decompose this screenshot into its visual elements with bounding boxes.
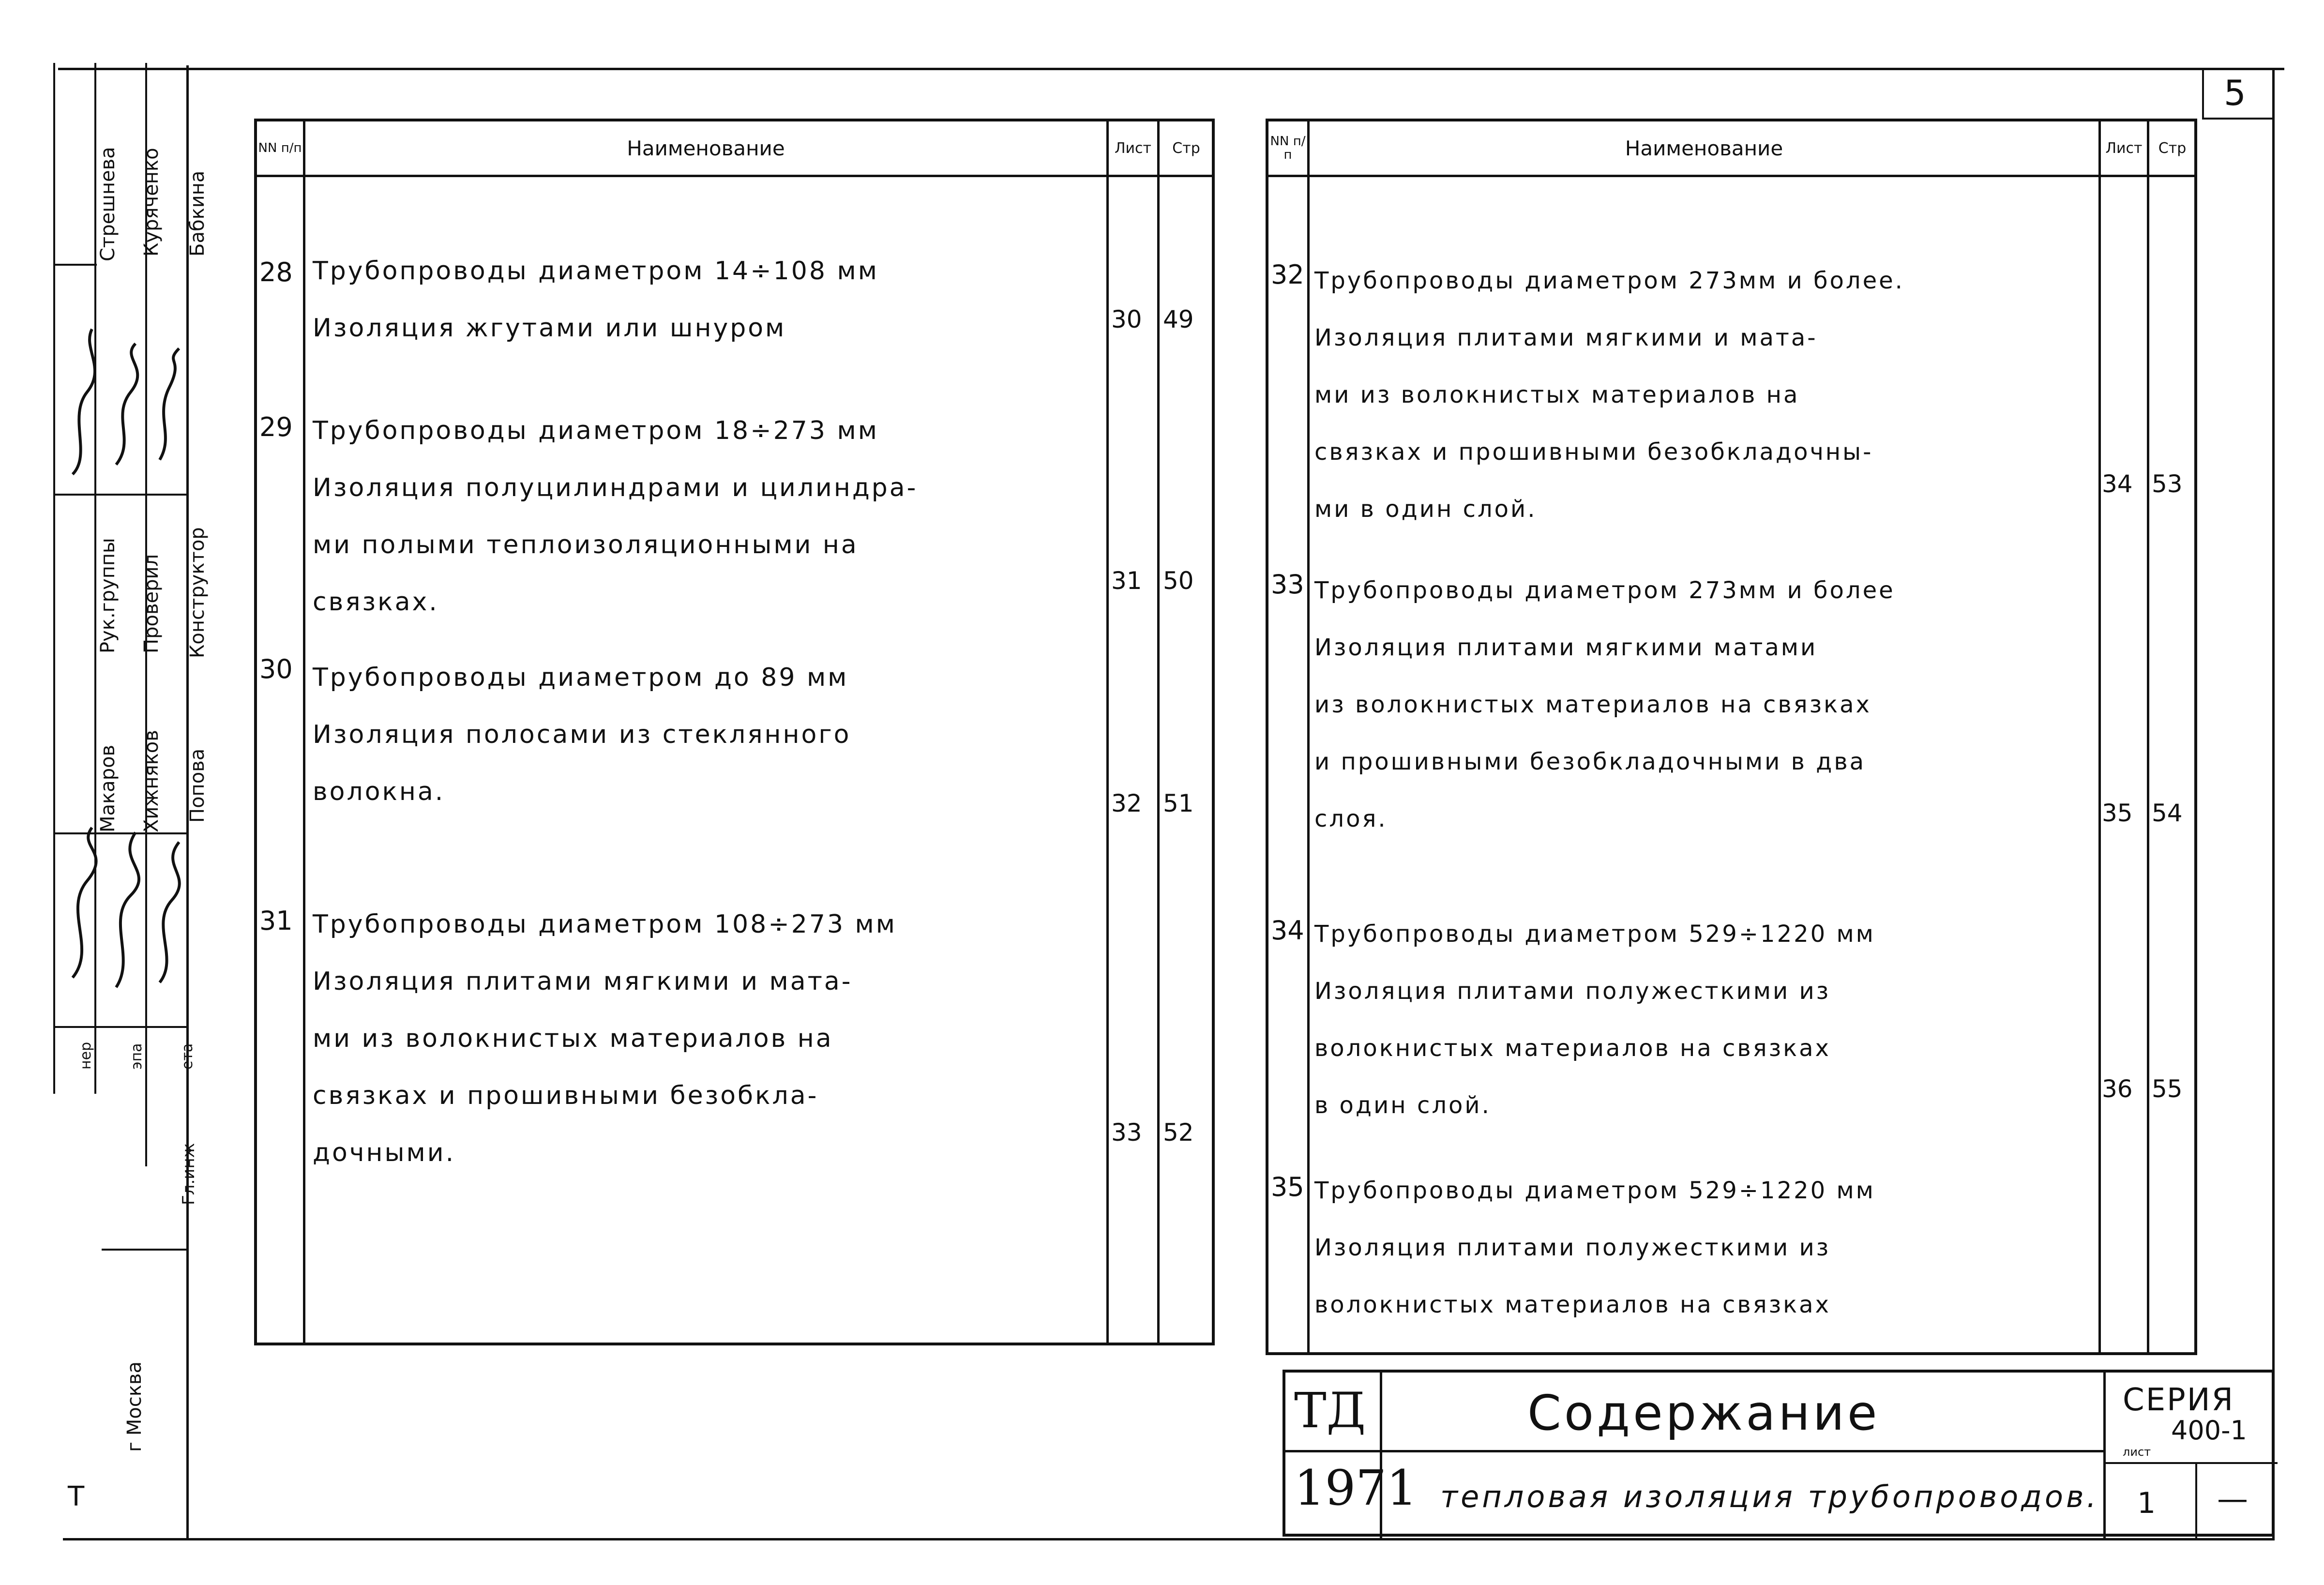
header-num: NN п/п (1270, 134, 1306, 162)
header-sheet: Лист (2105, 139, 2143, 157)
stamp-name-kuryachenko: Куряченко (140, 148, 163, 257)
entry-text: Трубопроводы диаметром 273мм и более Изоляция плитами мягкими матами из волокнистых материалов на связках и прошивными безобкладочными в два слоя. (1314, 577, 1895, 832)
right-border (2272, 68, 2275, 1539)
year: 1971 (1294, 1460, 1418, 1516)
document-title: Содержание (1527, 1385, 1880, 1441)
entry-page: 52 (1163, 1118, 1194, 1147)
entry-text: Трубопроводы диаметром 273мм и более. Изоляция плитами мягкими и мата- ми из волокнистых материалов на связках и прошивными безобкладочны- ми в один слой. (1314, 267, 1904, 523)
series-value: 400-1 (2171, 1415, 2247, 1446)
entry-text: Трубопроводы диаметром 108÷273 мм Изоляция плитами мягкими и мата- ми из волокнистых материалов на связках и прошивными безобкла- дочными. (313, 910, 897, 1167)
stamp-corner: Т (68, 1481, 85, 1512)
org-code: ТД (1294, 1382, 1366, 1439)
stamp-role-checked: Проверил (140, 554, 163, 653)
entry-sheet: 36 (2102, 1075, 2133, 1103)
stamp-label-eta: ета (179, 1043, 196, 1070)
entry-text: Трубопроводы диаметром 529÷1220 мм Изоляция плитами полужесткими из волокнистых материалов на связках (1314, 1177, 1875, 1318)
stamp-city: г Москва (123, 1361, 146, 1452)
contents-table-right (1266, 119, 2197, 1355)
entry-page: 49 (1163, 305, 1194, 333)
entry-text: Трубопроводы диаметром до 89 мм Изоляция полосами из стеклянного волокна. (313, 663, 851, 806)
bottom-border (63, 1538, 2275, 1540)
series-label: СЕРИЯ (2123, 1382, 2235, 1418)
page-number: 5 (2224, 73, 2246, 113)
entry-sheet: 35 (2102, 799, 2133, 827)
header-name: Наименование (627, 136, 785, 160)
stamp-name-khizhnyakov: Хижняков (140, 730, 163, 832)
entry-number: 33 (1271, 569, 1304, 600)
entry-number: 30 (259, 654, 293, 684)
entry-sheet: 30 (1111, 305, 1142, 333)
entry-number: 31 (259, 906, 293, 936)
contents-table-left (254, 119, 1215, 1345)
header-page: Стр (1172, 139, 1200, 157)
entry-sheet: 33 (1111, 1118, 1142, 1147)
stamp-label-ner: нер (77, 1042, 94, 1070)
stamp-role-lead: Рук.группы (97, 538, 119, 653)
stamp-label-epa: эпа (128, 1043, 145, 1070)
entry-page: 55 (2152, 1075, 2183, 1103)
title-block (1283, 1370, 2275, 1537)
entry-number: 35 (1271, 1172, 1304, 1202)
entry-number: 29 (259, 412, 293, 442)
stamp-row-line-5 (102, 1249, 189, 1251)
top-border (58, 68, 2284, 70)
entry-text: Трубопроводы диаметром 529÷1220 мм Изоляция плитами полужесткими из волокнистых материалов на связках в один слой. (1314, 921, 1875, 1119)
header-page: Стр (2158, 139, 2187, 157)
sheets-total: — (2217, 1481, 2248, 1517)
header-sheet: Лист (1114, 139, 1152, 157)
entry-number: 28 (259, 257, 293, 287)
sheet-label: лист (2123, 1445, 2151, 1459)
stamp-gl-ing: Гл.инж (179, 1143, 198, 1205)
page-box-left (2202, 70, 2204, 119)
stamp-name-babkina: Бабкина (186, 170, 209, 257)
entry-text: Трубопроводы диаметром 18÷273 мм Изоляция полуцилиндрами и цилиндра- ми полыми теплоизоляционными на связках. (313, 416, 918, 617)
entry-sheet: 32 (1111, 789, 1142, 817)
stamp-role-designer: Конструктор (186, 527, 209, 658)
stamp-row-line-1 (53, 264, 97, 266)
entry-number: 34 (1271, 915, 1304, 946)
page-box-bottom (2202, 118, 2275, 120)
header-num: NN п/п (258, 141, 302, 155)
stamp-signatures (53, 271, 189, 1026)
stamp-row-line-4 (53, 1026, 189, 1028)
document-subtitle: тепловая изоляция трубопроводов. (1440, 1479, 2099, 1514)
header-name: Наименование (1625, 136, 1783, 160)
entry-text: Трубопроводы диаметром 14÷108 мм Изоляция жгутами или шнуром (313, 257, 879, 343)
entry-number: 32 (1271, 259, 1304, 290)
entry-page: 54 (2152, 799, 2183, 827)
entry-page: 53 (2152, 470, 2183, 498)
entry-page: 50 (1163, 567, 1194, 595)
stamp-name-popova: Попова (186, 748, 209, 823)
entry-page: 51 (1163, 789, 1194, 817)
stamp-name-makarov: Макаров (97, 744, 119, 832)
entry-sheet: 34 (2102, 470, 2133, 498)
stamp-name-streshneva: Стрешнева (97, 147, 119, 261)
entry-sheet: 31 (1111, 567, 1142, 595)
sheet-value: 1 (2137, 1486, 2156, 1520)
